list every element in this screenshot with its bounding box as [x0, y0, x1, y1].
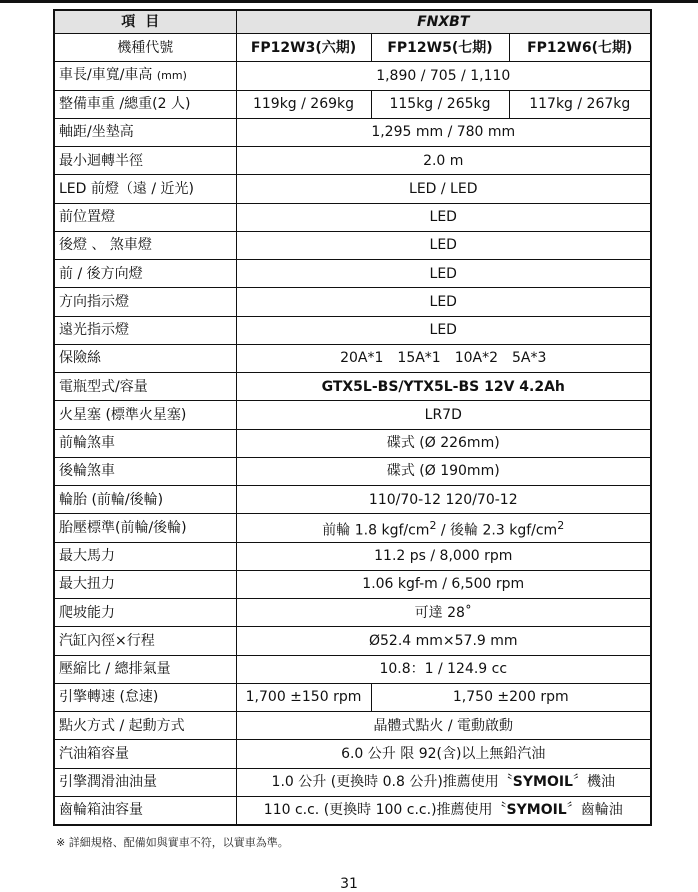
spec-label: 最小迴轉半徑 — [54, 147, 236, 175]
model-code-3: FP12W6(七期) — [509, 34, 651, 62]
battery-value: GTX5L-BS/YTX5L-BS 12V 4.2Ah — [236, 373, 651, 401]
spec-value: LED — [236, 231, 651, 259]
gear-oil-label: 齒輪箱油容量 — [54, 796, 236, 825]
spec-label: 遠光指示燈 — [54, 316, 236, 344]
spec-row — [54, 231, 651, 259]
spec-row — [54, 599, 651, 627]
spec-row — [54, 288, 651, 316]
gear-oil-row — [54, 796, 651, 825]
spec-value: 碟式 (Ø 226mm) — [236, 429, 651, 457]
spec-value: Ø52.4 mm×57.9 mm — [236, 627, 651, 655]
spec-label: 最大馬力 — [54, 542, 236, 570]
spec-label: 汽油箱容量 — [54, 740, 236, 768]
engine-oil-text: 1.0 公升 (更換時 0.8 公升)推薦使用〝 — [271, 774, 513, 791]
spec-row — [54, 344, 651, 372]
spec-value: 可達 28˚ — [236, 599, 651, 627]
spec-value: 10.8：1 / 124.9 cc — [236, 655, 651, 683]
spec-value: LED — [236, 316, 651, 344]
model-name-header: FNXBT — [236, 10, 651, 34]
gear-oil-value — [236, 796, 651, 825]
spec-value: 110/70-12 120/70-12 — [236, 486, 651, 514]
model-code-1: FP12W3(六期) — [236, 34, 371, 62]
dimensions-label-text: 車長/車寬/車高 — [59, 67, 153, 84]
dimensions-unit: (mm) — [156, 69, 187, 83]
top-rule — [0, 0, 698, 3]
spec-row — [54, 316, 651, 344]
spec-value: 6.0 公升 限 92(含)以上無鉛汽油 — [236, 740, 651, 768]
spec-row — [54, 118, 651, 146]
spec-value: 2.0 m — [236, 147, 651, 175]
engine-oil-label: 引擎潤滑油油量 — [54, 768, 236, 796]
weight-row — [54, 90, 651, 118]
model-code-row — [54, 34, 651, 62]
spec-label: 輪胎 (前輪/後輪) — [54, 486, 236, 514]
spec-row — [54, 401, 651, 429]
spec-row — [54, 740, 651, 768]
spec-row — [54, 457, 651, 485]
battery-label: 電瓶型式/容量 — [54, 373, 236, 401]
spec-row — [54, 147, 651, 175]
spec-row — [54, 542, 651, 570]
spec-label: 前 / 後方向燈 — [54, 260, 236, 288]
spec-label: 後輪煞車 — [54, 457, 236, 485]
engine-oil-brand: SYMOIL — [512, 774, 573, 791]
engine-oil-row — [54, 768, 651, 796]
spec-value: LR7D — [236, 401, 651, 429]
spec-table — [53, 9, 652, 826]
spec-label: 火星塞 (標準火星塞) — [54, 401, 236, 429]
spec-value: LED — [236, 260, 651, 288]
spec-label: 後燈 、 煞車燈 — [54, 231, 236, 259]
gear-oil-suffix: 〞齒輪油 — [566, 802, 623, 819]
dimensions-row — [54, 62, 651, 90]
spec-value: 1.06 kgf-m / 6,500 rpm — [236, 570, 651, 598]
header-row — [54, 10, 651, 34]
idle-value-1: 1,700 ±150 rpm — [236, 683, 371, 711]
spec-label: 最大扭力 — [54, 570, 236, 598]
spec-row — [54, 655, 651, 683]
idle-row — [54, 683, 651, 711]
spec-row — [54, 712, 651, 740]
rear-pressure-sup: 2 — [557, 519, 565, 533]
spec-value: 1,295 mm / 780 mm — [236, 118, 651, 146]
weight-value-1: 119kg / 269kg — [236, 90, 371, 118]
tire-pressure-label: 胎壓標準(前輪/後輪) — [54, 514, 236, 542]
spec-label: 方向指示燈 — [54, 288, 236, 316]
spec-value: 20A*1 15A*1 10A*2 5A*3 — [236, 344, 651, 372]
spec-row — [54, 203, 651, 231]
spec-label: LED 前燈（遠 / 近光) — [54, 175, 236, 203]
spec-row — [54, 486, 651, 514]
idle-label: 引擎轉速 (怠速) — [54, 683, 236, 711]
spec-row — [54, 429, 651, 457]
engine-oil-value — [236, 768, 651, 796]
spec-label: 前位置燈 — [54, 203, 236, 231]
idle-value-2: 1,750 ±200 rpm — [371, 683, 651, 711]
spec-row — [54, 260, 651, 288]
front-pressure-sup: 2 — [429, 519, 437, 533]
spec-label: 點火方式 / 起動方式 — [54, 712, 236, 740]
spec-label: 壓縮比 / 總排氣量 — [54, 655, 236, 683]
item-header: 項目 — [54, 10, 236, 34]
front-pressure: 前輪 1.8 kgf/cm — [322, 522, 430, 539]
spec-label: 前輪煞車 — [54, 429, 236, 457]
spec-value: LED / LED — [236, 175, 651, 203]
spec-label: 汽缸內徑×行程 — [54, 627, 236, 655]
spec-label: 保險絲 — [54, 344, 236, 372]
spec-value: LED — [236, 203, 651, 231]
model-code-2: FP12W5(七期) — [371, 34, 509, 62]
battery-row — [54, 373, 651, 401]
page-number: 31 — [340, 876, 358, 892]
weight-value-3: 117kg / 267kg — [509, 90, 651, 118]
model-code-label: 機種代號 — [54, 34, 236, 62]
gear-oil-brand: SYMOIL — [506, 802, 567, 819]
spec-row — [54, 570, 651, 598]
weight-label: 整備車重 /總重(2 人) — [54, 90, 236, 118]
dimensions-label — [54, 62, 236, 90]
spec-value: 11.2 ps / 8,000 rpm — [236, 542, 651, 570]
dimensions-value: 1,890 / 705 / 1,110 — [236, 62, 651, 90]
spec-value: 晶體式點火 / 電動啟動 — [236, 712, 651, 740]
spec-row — [54, 627, 651, 655]
spec-label: 爬坡能力 — [54, 599, 236, 627]
tire-pressure-row — [54, 514, 651, 542]
rear-pressure: / 後輪 2.3 kgf/cm — [436, 522, 558, 539]
footnote: ※ 詳細規格、配備如與實車不符，以實車為準。 — [56, 836, 289, 849]
weight-value-2: 115kg / 265kg — [371, 90, 509, 118]
spec-value: LED — [236, 288, 651, 316]
engine-oil-suffix: 〞機油 — [572, 774, 615, 791]
tire-pressure-value — [236, 514, 651, 542]
spec-row — [54, 175, 651, 203]
spec-value: 碟式 (Ø 190mm) — [236, 457, 651, 485]
gear-oil-text: 110 c.c. (更換時 100 c.c.)推薦使用〝 — [263, 802, 507, 819]
spec-label: 軸距/坐墊高 — [54, 118, 236, 146]
